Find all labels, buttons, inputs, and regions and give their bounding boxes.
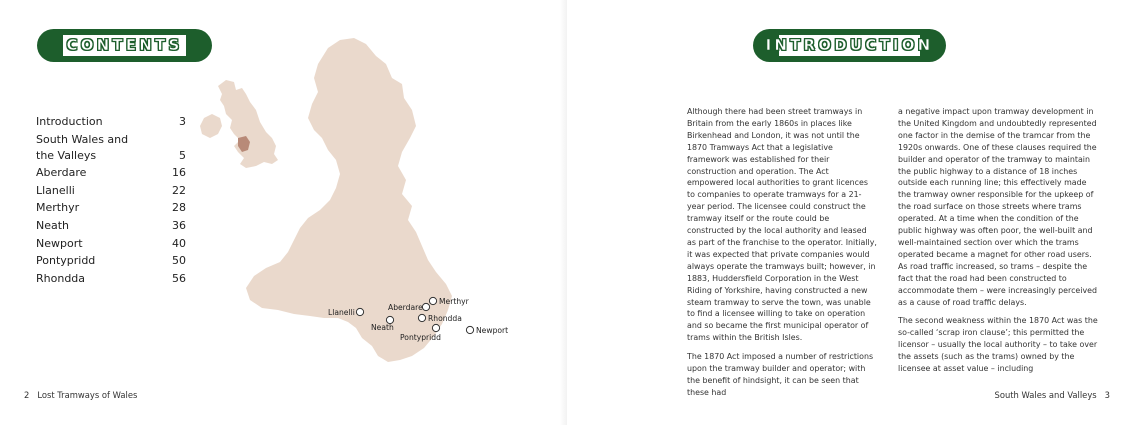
intro-column-2 [898, 106, 1098, 382]
toc-entry[interactable] [36, 218, 186, 234]
merthyr-marker [429, 297, 436, 304]
contents-heading: CONTENTS [66, 36, 183, 54]
toc-entry-page: 22 [172, 183, 186, 197]
town-label-aberdare: Aberdare [388, 303, 423, 312]
toc-entry[interactable] [36, 165, 186, 181]
introduction-header-badge [753, 29, 946, 62]
toc-entry-title: Rhondda [36, 271, 86, 285]
town-label-rhondda: Rhondda [428, 314, 462, 323]
great-britain-shape [218, 80, 278, 168]
toc-entry[interactable] [36, 253, 186, 269]
town-label-pontypridd: Pontypridd [400, 333, 441, 342]
toc-entry[interactable] [36, 132, 186, 164]
toc-entry-title: Pontypridd [36, 254, 96, 268]
town-label-newport: Newport [476, 326, 509, 335]
toc-entry[interactable] [36, 114, 186, 130]
toc-entry-page: 5 [179, 148, 186, 162]
wales-map [190, 34, 510, 369]
toc-entry-title: Llanelli [36, 183, 75, 197]
left-page-number: 2 [24, 390, 30, 400]
intro-paragraph: The 1870 Act imposed a number of restrictions upon the tramway builder and operator; with the benefit of hindsight, it can be seen that these had [687, 352, 874, 397]
toc-entry-page: 36 [172, 218, 186, 232]
newport-marker [466, 326, 473, 333]
ireland-shape [200, 114, 222, 138]
introduction-heading: INTRODUCTION [765, 36, 934, 54]
toc-entry-title: Merthyr [36, 201, 80, 215]
town-label-llanelli: Llanelli [328, 308, 355, 317]
toc-entry-title: South Wales and the Valleys [36, 132, 129, 162]
intro-column-1 [687, 106, 877, 406]
left-running-title: Lost Tramways of Wales [37, 390, 138, 400]
british-isles-inset [200, 80, 278, 168]
toc-entry-page: 50 [172, 254, 186, 268]
town-label-neath: Neath [371, 323, 394, 332]
toc-entry-title: Neath [36, 218, 70, 232]
intro-paragraph: The second weakness within the 1870 Act was the so-called ‘scrap iron clause’; this permitted the licensor – usually the local authority – to take over the assets (such as the trams) owned by the licensee at asset value – including [898, 316, 1098, 374]
intro-paragraph: Although there had been street tramways in Britain from the early 1860s in places like Birkenhead and London, it was not until the 1870 Tramways Act that a legislative framework was established for their construction and operation. The Act empowered local authorities to grant licences to companies to operate tramways for a 21-year period. The licensee could construct the tramway itself or the route could be constructed by the local authority and leased as part of the franchise to the operator. Initially, it was expected that private companies would always operate the tramways built; however, in 1883, Huddersfield Corporation in the West Riding of Yorkshire, having constructed a new steam tramway to serve the town, was unable to find a licensee willing to take on operation and so became the first municipal operator of trams within the British Isles. [687, 107, 877, 343]
toc-entry-title: Newport [36, 236, 83, 250]
town-label-merthyr: Merthyr [439, 297, 469, 306]
right-footer [995, 390, 1110, 400]
intro-paragraph: a negative impact upon tramway development in the United Kingdom and undoubtedly represented one factor in the demise of the tramcar from the 1920s onwards. One of these clauses required the builder and operator of the tramway to maintain the public highway to a distance of 18 inches outside each running line; this effectively made the tramway owner responsible for the upkeep of the road surface on those streets where trams operated. At a time when the condition of the public highway was often poor, the well-built and well-maintained section over which the trams operated became a magnet for other road users. As road traffic increased, so trams – despite the fact that the road had been constructed to accommodate them – were increasingly perceived as a cause of road traffic delays. [898, 107, 1098, 307]
rhondda-marker [418, 314, 425, 321]
toc-entry[interactable] [36, 200, 186, 216]
aberdare-marker [422, 303, 429, 310]
toc-entry-page: 16 [172, 166, 186, 180]
llanelli-marker [356, 308, 363, 315]
toc-entry-page: 56 [172, 271, 186, 285]
right-page-number: 3 [1104, 390, 1110, 400]
toc-entry-page: 40 [172, 236, 186, 250]
pontypridd-marker [432, 324, 439, 331]
toc-entry-title: Aberdare [36, 166, 87, 180]
contents-header-badge [37, 29, 212, 62]
toc-entry[interactable] [36, 236, 186, 252]
toc-entry-title: Introduction [36, 115, 103, 128]
contents-list [36, 114, 186, 288]
toc-entry-page: 3 [179, 115, 186, 128]
toc-entry[interactable] [36, 183, 186, 199]
toc-entry-page: 28 [172, 201, 186, 215]
left-footer [24, 390, 137, 400]
toc-entry[interactable] [36, 271, 186, 287]
right-running-title: South Wales and Valleys [994, 390, 1097, 400]
